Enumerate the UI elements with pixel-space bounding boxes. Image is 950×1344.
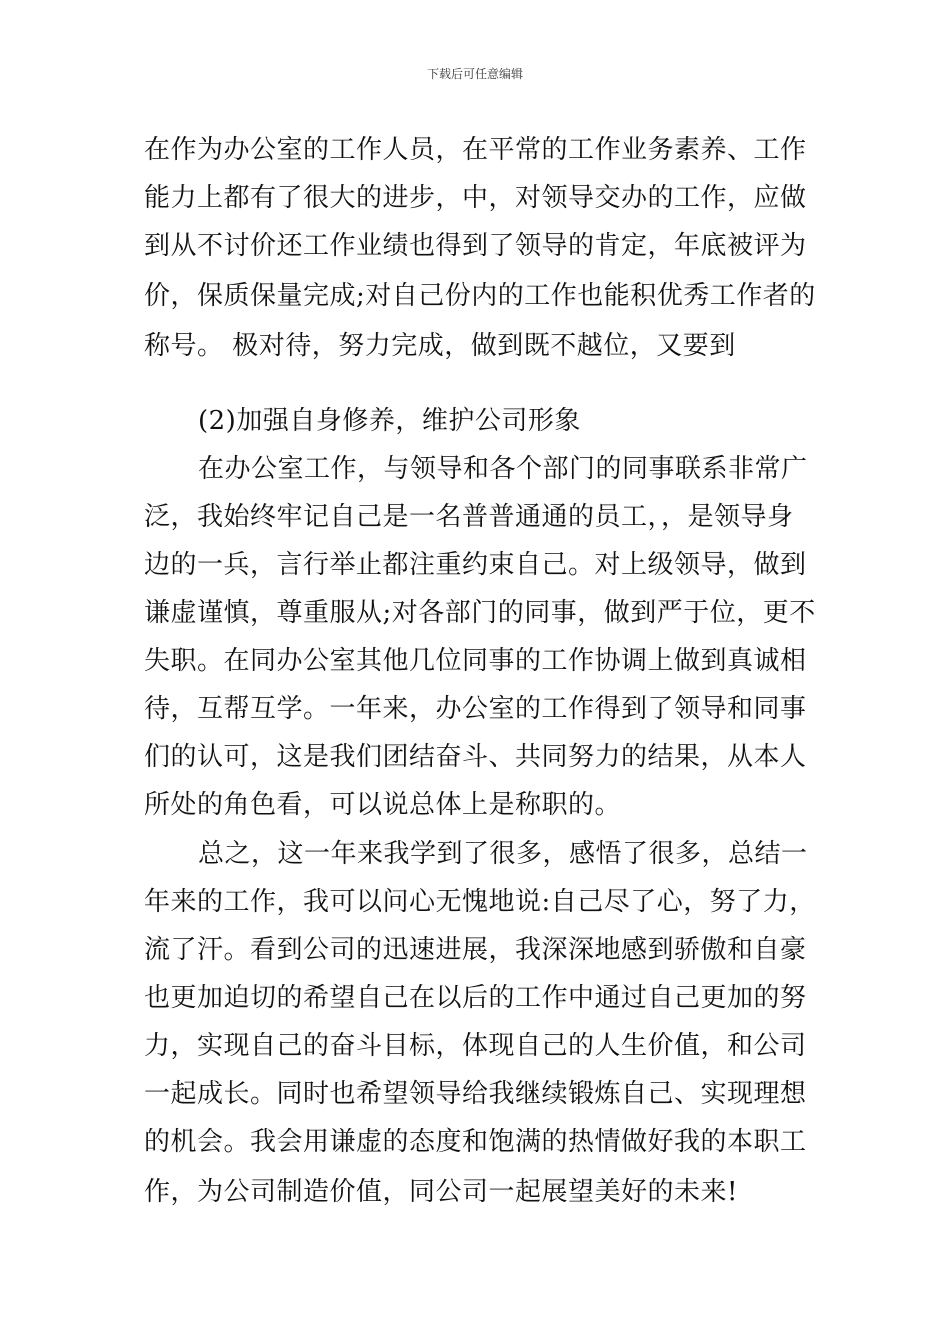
text-line: 总之，这一年来我学到了很多，感悟了很多，总结一 [198,839,808,869]
text-line: 力，实现自己的奋斗目标，体现自己的人生价值，和公司 [144,1031,807,1061]
text-line: 失职。在同办公室其他几位同事的工作协调上做到真诚相 [144,646,807,676]
text-line: 到从不讨价还工作业绩也得到了领导的肯定，年底被评为 [144,231,807,261]
text-line: 一起成长。同时也希望领导给我继续锻炼自己、实现理想 [144,1079,807,1109]
text-line: 待，互帮互学。一年来，办公室的工作得到了领导和同事 [144,694,807,724]
page-header: 下载后可任意编辑 [426,67,523,81]
text-line: 流了汗。看到公司的迅速进展，我深深地感到骄傲和自豪 [144,935,807,965]
text-line: 作，为公司制造价值，同公司一起展望美好的未来! [144,1177,738,1207]
text-line: 年来的工作，我可以问心无愧地说:自己尽了心，努了力， [144,887,816,917]
text-line: 泛，我始终牢记自己是一名普普通通的员工，，是领导身 [144,502,794,532]
text-line: 能力上都有了很大的进步，中，对领导交办的工作，应做 [144,183,807,213]
section-heading: (2)加强自身修养，维护公司形象 [198,406,581,436]
text-line: 们的认可，这是我们团结奋斗、共同努力的结果，从本人 [144,742,807,772]
text-line: 在办公室工作，与领导和各个部门的同事联系非常广 [198,454,808,484]
text-line: 谦虚谨慎，尊重服从;对各部门的同事，做到严于位，更不 [144,598,816,628]
text-line: 价，保质保量完成;对自己份内的工作也能积优秀工作者的 [144,281,816,311]
text-line: 边的一兵，言行举止都注重约束自己。对上级领导，做到 [144,550,807,580]
text-line: 在作为办公室的工作人员，在平常的工作业务素养、工作 [144,135,807,165]
text-line: 称号。 极对待，努力完成，做到既不越位，又要到 [144,331,736,361]
text-line: 所处的角色看，可以说总体上是称职的。 [144,790,622,820]
text-line: 的机会。我会用谦虚的态度和饱满的热情做好我的本职工 [144,1127,807,1157]
text-line: 也更加迫切的希望自己在以后的工作中通过自己更加的努 [144,983,807,1013]
